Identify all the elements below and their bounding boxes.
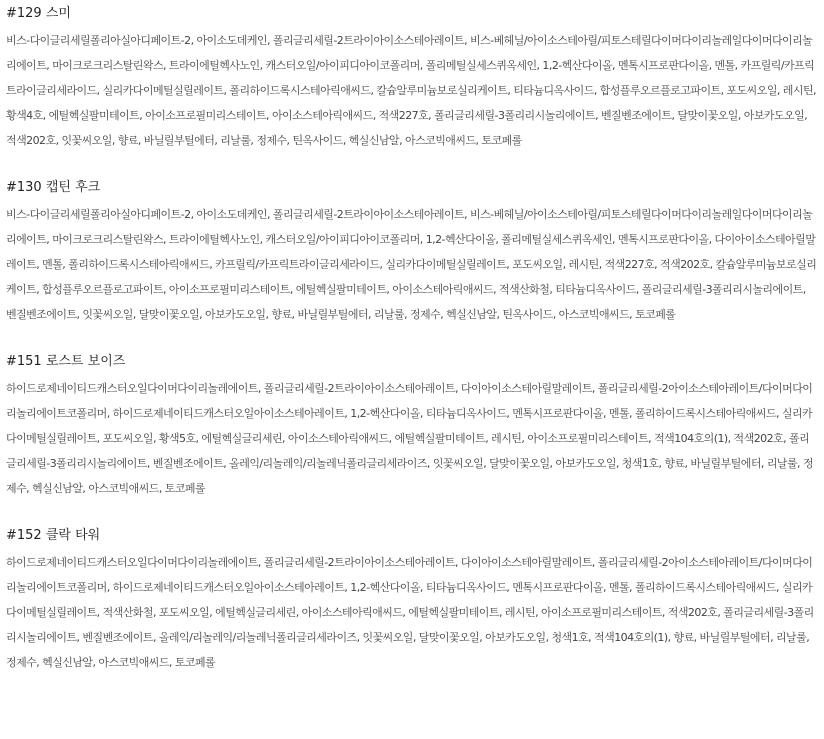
product-130-section (6, 179, 818, 327)
product-title: #129 스미 (6, 6, 71, 21)
product-ingredients: 비스-다이글리세릴폴리아실아디페이트-2, 아이소도데케인, 폴리글리세릴-2트라이아이소스테아레이트, 비스-베헤닐/아이소스테아릴/피토스테릴다이머다이리놀레일다이머다이리놀리에이트, 마이크로크리스탈린왁스, 트라이에틸헥사노인, 캐스터오일/아이피디아이코폴리머, 폴리메틸실세스퀴옥세인, 1,2-헥산다이올, 멘톡시프로판다이올, 멘톨, 카프릴릭/카프릭트라이글리세라이드, 실리카다이메틸실릴레이트, 폴리하이드록시스테아릭애씨드, 칼슘알루미늄보로실리케이트, 티타늄디옥사이드, 합성플루오르플로고파이트, 포도씨오일, 레시틴, 황색4호, 에틸헥실팔미테이트, 아이소프로필미리스테이트, 아이소스테아릭애씨드, 적색227호, 폴리글리세릴-3폴리리시놀리에이트, 벤질벤조에이트, 달맞이꽃오일, 아보카도오일, 적색202호, 잇꽃씨오일, 향료, 바닐릴부틸에터, 리날룰, 정제수, 틴옥사이드, 헥실신남알, 아스코빅애씨드, 토코페롤 (6, 34, 816, 147)
product-title: #151 로스트 보이즈 (6, 354, 126, 369)
product-151-section (6, 353, 818, 501)
product-ingredients: 하이드로제네이티드캐스터오일다이머다이리놀레에이트, 폴리글리세릴-2트라이아이소스테아레이트, 다이아이소스테아릴말레이트, 폴리글리세릴-2아이소스테아레이트/다이머다이리놀리에이트코폴리머, 하이드로제네이티드캐스터오일아이소스테아레이트, 1,2-헥산다이올, 티타늄디옥사이드, 멘톡시프로판다이올, 멘톨, 폴리하이드록시스테아릭애씨드, 실리카다이메틸실릴레이트, 적색산화철, 포도씨오일, 에틸헥실글리세린, 아이소스테아릭애씨드, 에틸헥실팔미테이트, 레시틴, 아이소프로필미리스테이트, 적색202호, 폴리글리세릴-3폴리리시놀리에이트, 벤질벤조에이트, 올레익/리놀레익/리놀레닉폴리글리세라이즈, 잇꽃씨오일, 달맞이꽃오일, 아보카도오일, 청색1호, 적색104호의(1), 향료, 바닐릴부틸에터, 리날룰, 정제수, 헥실신남알, 아스코빅애씨드, 토코페롤 (6, 556, 814, 669)
product-152-section (6, 527, 818, 675)
product-ingredients: 비스-다이글리세릴폴리아실아디페이트-2, 아이소도데케인, 폴리글리세릴-2트라이아이소스테아레이트, 비스-베헤닐/아이소스테아릴/피토스테릴다이머다이리놀레일다이머다이리놀리에이트, 마이크로크리스탈린왁스, 트라이에틸헥사노인, 캐스터오일/아이피디아이코폴리머, 1,2-헥산다이올, 폴리메틸실세스퀴옥세인, 멘톡시프로판다이올, 다이아이소스테아릴말레이트, 멘톨, 폴리하이드록시스테아릭애씨드, 카프릴릭/카프릭트라이글리세라이드, 실리카다이메틸실릴레이트, 포도씨오일, 레시틴, 적색227호, 적색202호, 칼슘알루미늄보로실리케이트, 합성플루오르플로고파이트, 아이소프로필미리스테이트, 에틸헥실팔미테이트, 아이소스테아릭애씨드, 적색산화철, 티타늄디옥사이드, 폴리글리세릴-3폴리리시놀리에이트, 벤질벤조에이트, 잇꽃씨오일, 달맞이꽃오일, 아보카도오일, 향료, 바닐릴부틸에터, 리날룰, 정제수, 헥실신남알, 틴옥사이드, 아스코빅애씨드, 토코페롤 (6, 208, 817, 321)
product-title: #152 클락 타워 (6, 528, 101, 543)
product-title: #130 캡틴 후크 (6, 180, 101, 195)
product-129-section (6, 5, 818, 153)
product-ingredients: 하이드로제네이티드캐스터오일다이머다이리놀레에이트, 폴리글리세릴-2트라이아이소스테아레이트, 다이아이소스테아릴말레이트, 폴리글리세릴-2아이소스테아레이트/다이머다이리놀리에이트코폴리머, 하이드로제네이티드캐스터오일아이소스테아레이트, 1,2-헥산다이올, 티타늄디옥사이드, 멘톡시프로판다이올, 멘톨, 폴리하이드록시스테아릭애씨드, 실리카다이메틸실릴레이트, 포도씨오일, 황색5호, 에틸헥실글리세린, 아이소스테아릭애씨드, 에틸헥실팔미테이트, 레시틴, 아이소프로필미리스테이트, 적색104호의(1), 적색202호, 폴리글리세릴-3폴리리시놀리에이트, 벤질벤조에이트, 올레익/리놀레익/리놀레닉폴리글리세라이즈, 잇꽃씨오일, 달맞이꽃오일, 아보카도오일, 청색1호, 향료, 바닐릴부틸에터, 리날룰, 정제수, 헥실신남알, 아스코빅애씨드, 토코페롤 (6, 382, 814, 495)
